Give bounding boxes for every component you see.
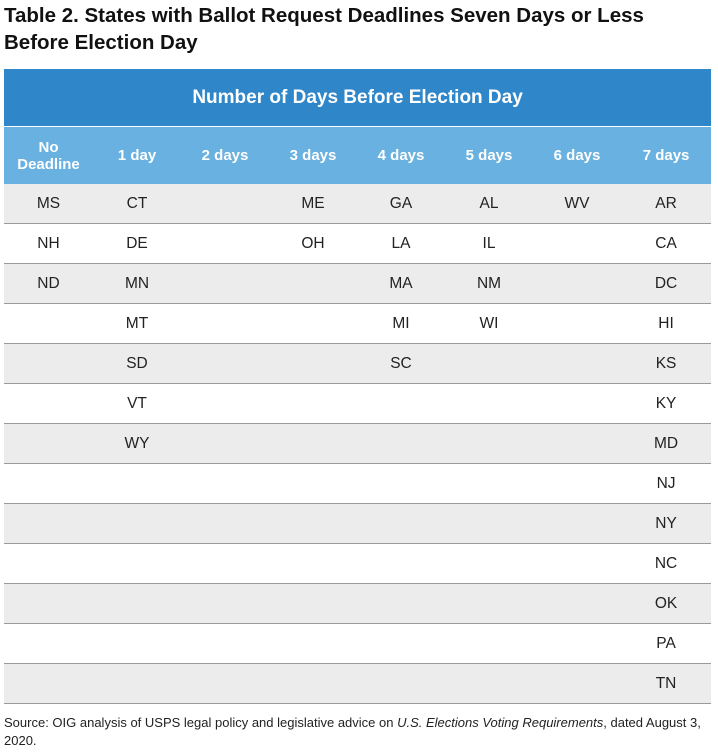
state-cell — [269, 344, 357, 384]
state-cell — [4, 384, 93, 424]
column-header: 2 days — [181, 127, 269, 185]
table-row — [4, 624, 711, 664]
state-cell — [181, 424, 269, 464]
state-cell: MD — [621, 424, 711, 464]
state-cell — [181, 304, 269, 344]
state-cell — [533, 224, 621, 264]
state-cell — [4, 584, 93, 624]
state-cell — [357, 624, 445, 664]
state-cell: PA — [621, 624, 711, 664]
state-cell — [93, 664, 181, 704]
state-cell — [533, 264, 621, 304]
state-cell: NY — [621, 504, 711, 544]
state-cell: MN — [93, 264, 181, 304]
source-prefix: Source: OIG analysis of USPS legal policy and legislative advice on — [4, 715, 398, 730]
table-row — [4, 664, 711, 704]
state-cell — [533, 384, 621, 424]
table-row — [4, 344, 711, 384]
state-cell — [445, 624, 533, 664]
state-cell — [4, 344, 93, 384]
state-cell: SD — [93, 344, 181, 384]
state-cell — [4, 504, 93, 544]
state-cell — [269, 384, 357, 424]
state-cell: WI — [445, 304, 533, 344]
table-title: Table 2. States with Ballot Request Deadlines Seven Days or Less Before Election Day — [4, 4, 644, 54]
state-cell — [269, 544, 357, 584]
state-cell — [357, 464, 445, 504]
state-cell — [93, 584, 181, 624]
state-cell: VT — [93, 384, 181, 424]
state-cell: MA — [357, 264, 445, 304]
state-cell: ME — [269, 184, 357, 224]
state-cell — [93, 464, 181, 504]
state-cell: WY — [93, 424, 181, 464]
state-cell — [533, 504, 621, 544]
state-cell: TN — [621, 664, 711, 704]
state-cell — [181, 264, 269, 304]
state-cell — [4, 664, 93, 704]
state-cell: KS — [621, 344, 711, 384]
source-title: U.S. Elections Voting Requirements — [397, 715, 604, 730]
state-cell — [269, 424, 357, 464]
state-cell — [533, 344, 621, 384]
state-cell — [181, 464, 269, 504]
state-cell: DE — [93, 224, 181, 264]
column-header-row — [4, 127, 711, 185]
state-cell — [181, 384, 269, 424]
table-row — [4, 224, 711, 264]
state-cell — [269, 584, 357, 624]
state-cell: GA — [357, 184, 445, 224]
column-header: 3 days — [269, 127, 357, 185]
state-cell — [269, 264, 357, 304]
state-cell — [93, 624, 181, 664]
state-cell — [445, 664, 533, 704]
state-cell — [93, 544, 181, 584]
state-cell — [181, 224, 269, 264]
state-cell — [357, 384, 445, 424]
state-cell — [181, 584, 269, 624]
state-cell: CT — [93, 184, 181, 224]
state-cell — [181, 624, 269, 664]
column-header: 7 days — [621, 127, 711, 185]
state-cell — [445, 504, 533, 544]
state-cell — [533, 584, 621, 624]
state-cell: SC — [357, 344, 445, 384]
state-cell: MT — [93, 304, 181, 344]
state-cell: NJ — [621, 464, 711, 504]
state-cell — [181, 344, 269, 384]
state-cell: OK — [621, 584, 711, 624]
state-cell: KY — [621, 384, 711, 424]
state-cell — [269, 664, 357, 704]
state-cell: NM — [445, 264, 533, 304]
state-cell — [181, 544, 269, 584]
column-header: 5 days — [445, 127, 533, 185]
state-cell — [4, 544, 93, 584]
state-cell: NH — [4, 224, 93, 264]
state-cell — [533, 624, 621, 664]
state-cell — [445, 344, 533, 384]
state-cell — [181, 184, 269, 224]
state-cell: MI — [357, 304, 445, 344]
state-cell — [533, 464, 621, 504]
state-cell — [269, 624, 357, 664]
table-row — [4, 264, 711, 304]
table-row — [4, 464, 711, 504]
state-cell: MS — [4, 184, 93, 224]
state-cell — [533, 544, 621, 584]
state-cell — [357, 424, 445, 464]
column-header: 1 day — [93, 127, 181, 185]
state-cell — [269, 504, 357, 544]
state-cell: NC — [621, 544, 711, 584]
source-note — [4, 714, 710, 750]
state-cell: IL — [445, 224, 533, 264]
table-row — [4, 424, 711, 464]
state-cell: WV — [533, 184, 621, 224]
state-cell: OH — [269, 224, 357, 264]
column-header: 4 days — [357, 127, 445, 185]
state-cell — [357, 584, 445, 624]
table-body — [4, 184, 711, 704]
state-cell — [269, 464, 357, 504]
state-cell — [269, 304, 357, 344]
state-cell — [445, 424, 533, 464]
table-row — [4, 184, 711, 224]
state-cell: HI — [621, 304, 711, 344]
state-cell — [533, 304, 621, 344]
table-row — [4, 384, 711, 424]
state-cell — [445, 464, 533, 504]
state-cell — [533, 424, 621, 464]
column-header: No Deadline — [4, 127, 93, 185]
table-row — [4, 544, 711, 584]
state-cell — [357, 664, 445, 704]
table-row — [4, 584, 711, 624]
state-cell — [181, 664, 269, 704]
state-cell — [445, 544, 533, 584]
table-row — [4, 504, 711, 544]
column-header: 6 days — [533, 127, 621, 185]
state-cell: DC — [621, 264, 711, 304]
deadlines-table — [4, 69, 711, 704]
state-cell: LA — [357, 224, 445, 264]
source-suffix: , dated August 3, 2020. — [4, 715, 701, 748]
state-cell — [445, 384, 533, 424]
state-cell — [4, 464, 93, 504]
state-cell — [357, 544, 445, 584]
state-cell — [357, 504, 445, 544]
state-cell: ND — [4, 264, 93, 304]
state-cell — [181, 504, 269, 544]
state-cell — [4, 304, 93, 344]
state-cell — [93, 504, 181, 544]
state-cell: AL — [445, 184, 533, 224]
table-banner: Number of Days Before Election Day — [4, 69, 711, 127]
state-cell: AR — [621, 184, 711, 224]
state-cell — [533, 664, 621, 704]
state-cell — [445, 584, 533, 624]
state-cell — [4, 424, 93, 464]
state-cell — [4, 624, 93, 664]
state-cell: CA — [621, 224, 711, 264]
table-row — [4, 304, 711, 344]
